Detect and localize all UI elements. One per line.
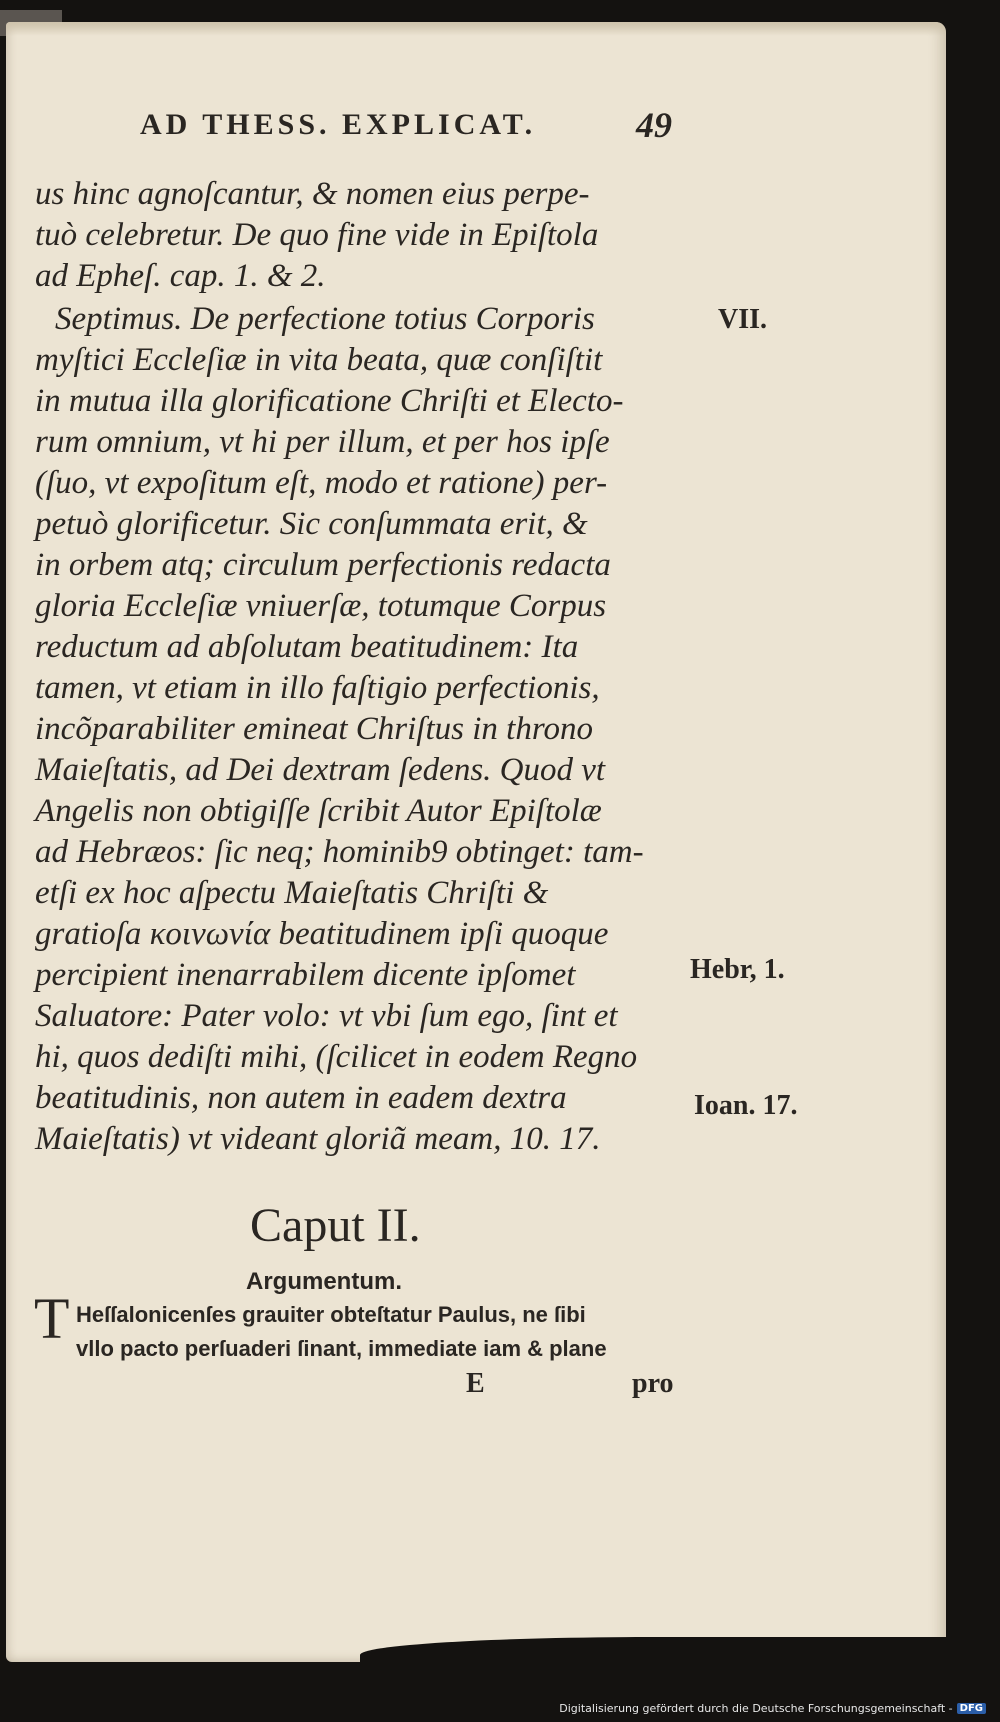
signature-mark: E: [466, 1368, 485, 1399]
running-title: AD THESS. EXPLICAT.: [140, 108, 537, 141]
text-line: reductum ad abſolutam beatitudinem: Ita: [35, 629, 579, 665]
argument-heading: Argumentum.: [246, 1268, 402, 1295]
text-line: Saluatore: Pater volo: vt vbi ſum ego, ſint et: [35, 998, 618, 1034]
text-line: hi, quos dediſti mihi, (ſcilicet in eodem Regno: [35, 1039, 638, 1075]
page-number: 49: [636, 105, 672, 145]
text-line: etſi ex hoc aſpectu Maieſtatis Chriſti &: [35, 875, 549, 911]
dfg-logo: DFG: [957, 1703, 986, 1714]
text-line: incõparabiliter emineat Chriſtus in throno: [35, 711, 593, 747]
text-line: Angelis non obtigiſſe ſcribit Autor Epiſtolæ: [35, 793, 602, 829]
text-line: petuò glorificetur. Sic conſummata erit, &: [35, 506, 588, 542]
margin-note-ioan: Ioan. 17.: [694, 1090, 798, 1121]
argument-line: Heſſalonicenſes grauiter obteſtatur Paulus, ne ſibi: [76, 1302, 586, 1327]
text-line: tuò celebretur. De quo fine vide in Epiſtola: [35, 217, 599, 253]
text-line: Septimus. De perfectione totius Corporis: [55, 301, 595, 337]
text-line: beatitudinis, non autem in eadem dextra: [35, 1080, 567, 1116]
argument-line: vllo pacto perſuaderi ſinant, immediate iam & plane: [76, 1336, 607, 1361]
text-line: rum omnium, vt hi per illum, et per hos ipſe: [35, 424, 610, 460]
text-line: Maieſtatis, ad Dei dextram ſedens. Quod vt: [35, 752, 606, 788]
text-line: ad Hebræos: ſic neq; hominib9 obtinget: tam-: [35, 834, 644, 870]
text-line: tamen, vt etiam in illo faſtigio perfectionis,: [35, 670, 600, 706]
page-bottom-edge: [360, 1637, 950, 1667]
credit-text: Digitalisierung gefördert durch die Deutsche Forschungsgemeinschaft -: [559, 1702, 953, 1715]
text-line: in orbem atq; circulum perfectionis redacta: [35, 547, 611, 583]
drop-capital: T: [34, 1286, 70, 1351]
text-line: in mutua illa glorificatione Chriſti et Electo-: [35, 383, 624, 419]
catchword: pro: [632, 1368, 674, 1399]
chapter-heading: Caput II.: [250, 1199, 421, 1252]
text-line: us hinc agnoſcantur, & nomen eius perpe-: [35, 176, 590, 212]
text-line: Maieſtatis) vt videant gloriã meam, 10. 17.: [35, 1121, 601, 1157]
margin-note-hebr: Hebr, 1.: [690, 954, 785, 985]
margin-note-vii: VII.: [718, 304, 768, 335]
text-line: (ſuo, vt expoſitum eſt, modo et ratione) per-: [35, 465, 608, 501]
text-line: ad Epheſ. cap. 1. & 2.: [35, 258, 326, 294]
text-line: percipient inenarrabilem dicente ipſomet: [35, 957, 576, 993]
text-line: myſtici Eccleſiæ in vita beata, quæ conſiſtit: [35, 342, 603, 378]
digitization-credit: [559, 1702, 986, 1715]
text-line: gratioſa κοινωνία beatitudinem ipſi quoque: [35, 916, 609, 952]
text-line: gloria Eccleſiæ vniuerſæ, totumque Corpus: [35, 588, 607, 624]
